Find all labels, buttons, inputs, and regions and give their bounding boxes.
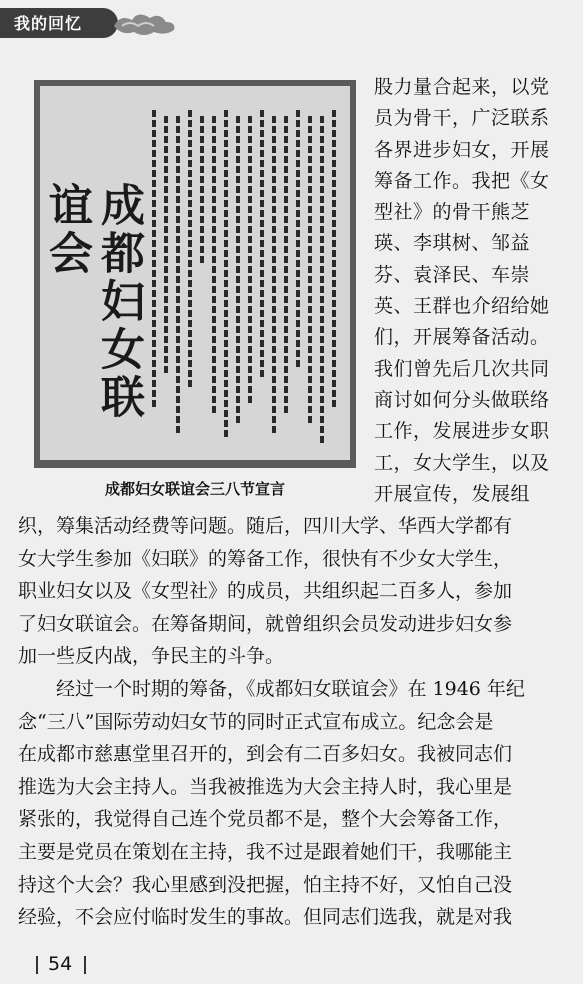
- text-line: 筹备工作。我把《女: [374, 169, 550, 192]
- footer-bar-left: [36, 956, 38, 974]
- document-column-mark: [224, 110, 228, 440]
- document-column-mark: [272, 116, 276, 436]
- text-line: 了妇女联谊会。在筹备期间，就曾组织会员发动进步妇女参: [18, 612, 513, 635]
- document-column-mark: [188, 110, 192, 390]
- text-line: 型社》的骨干熊芝: [374, 201, 531, 224]
- text-line: 持这个大会？我心里感到没把握，怕主持不好，又怕自己没: [18, 873, 513, 896]
- text-line: 加一些反内战，争民主的斗争。: [18, 645, 285, 668]
- declaration-document: [40, 86, 350, 460]
- text-line: 我们曾先后几次共同: [374, 357, 550, 380]
- text-line: 推选为大会主持人。当我被推选为大会主持人时，我心里是: [18, 775, 513, 798]
- text-line: 股力量合起来，以党: [374, 76, 550, 98]
- text-line: 紧张的，我觉得自己连个党员都不是，整个大会筹备工作，: [18, 808, 513, 831]
- text-line: 念“三八”国际劳动妇女节的同时正式宣布成立。纪念会是: [18, 710, 494, 733]
- header-title: 我的回忆: [14, 14, 83, 33]
- text-line: 员为骨干，广泛联系: [374, 107, 550, 130]
- text-line: 织，筹集活动经费等问题。随后，四川大学、华西大学都有: [18, 515, 513, 537]
- figure-caption: 成都妇女联谊会三八节宣言: [104, 480, 285, 498]
- text-line: 经验，不会应付临时发生的事故。但同志们选我，就是对我: [18, 906, 513, 929]
- text-line: 们，开展筹备活动。: [374, 326, 550, 349]
- document-column-mark: [332, 110, 336, 410]
- text-line: 经过一个时期的筹备，《成都妇女联谊会》在 1946 年纪: [18, 677, 525, 700]
- page-number: 54: [48, 953, 73, 975]
- text-line: 在成都市慈惠堂里召开的，到会有二百多妇女。我被同志们: [18, 743, 513, 766]
- document-vertical-title: 成都妇女联谊会: [41, 182, 144, 422]
- text-line: 芬、袁泽民、车崇: [374, 263, 531, 286]
- text-line: 工作，发展进步女职: [374, 420, 550, 443]
- text-line: 瑛、李琪树、邹益: [374, 232, 531, 255]
- document-column-mark: [212, 116, 216, 416]
- declaration-photo: [34, 80, 356, 468]
- text-line: 工，女大学生，以及: [374, 451, 550, 474]
- document-column-mark: [308, 116, 312, 426]
- text-line: 英、王群也介绍给她: [374, 295, 550, 318]
- document-column-mark: [176, 116, 180, 436]
- footer-bar-right: [84, 956, 86, 974]
- document-column-mark: [248, 116, 252, 406]
- document-column-mark: [284, 116, 288, 416]
- document-column-mark: [164, 116, 168, 376]
- running-header: [0, 0, 583, 48]
- cloud-ornament-icon: [110, 6, 180, 40]
- document-column-mark: [320, 116, 324, 446]
- text-line: 职业妇女以及《女型社》的成员，共组织起二百多人，参加: [18, 580, 513, 603]
- text-line: 商讨如何分头做联络: [374, 388, 550, 411]
- side-text-column: [374, 72, 570, 510]
- document-text-columns: [152, 106, 342, 446]
- document-column-mark: [260, 110, 264, 380]
- document-column-mark: [236, 116, 240, 426]
- text-line: 女大学生参加《妇联》的筹备工作，很快有不少女大学生，: [18, 547, 513, 570]
- main-text-body: [18, 510, 570, 934]
- text-line: 主要是党员在策划在主持，我不过是跟着她们干，我哪能主: [18, 840, 513, 863]
- text-line: 开展宣传，发展组: [374, 482, 531, 505]
- text-line: 各界进步妇女，开展: [374, 138, 550, 161]
- document-column-mark: [152, 110, 156, 410]
- document-column-mark: [200, 116, 204, 266]
- document-column-mark: [296, 110, 300, 370]
